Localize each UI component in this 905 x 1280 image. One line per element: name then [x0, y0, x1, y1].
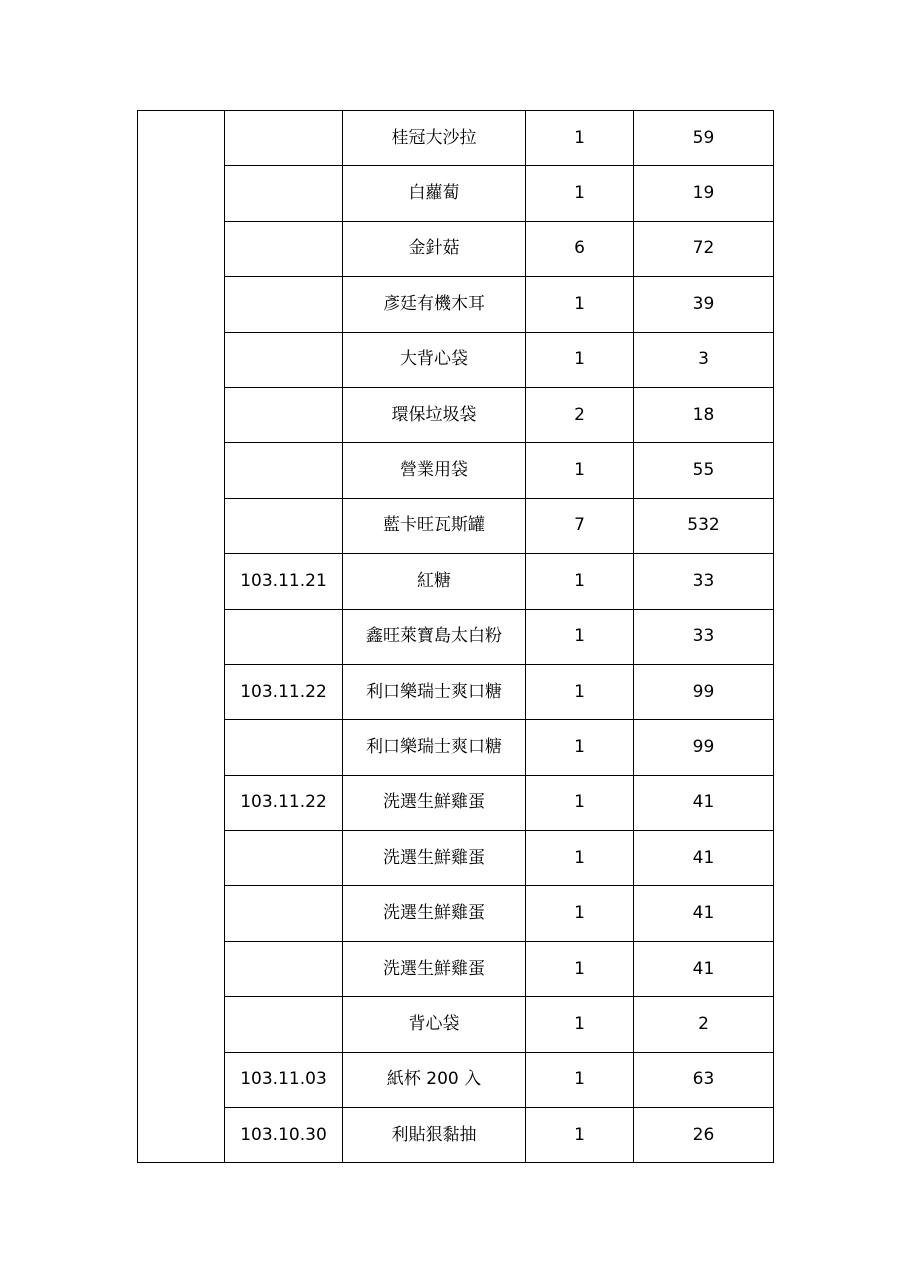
table-row	[138, 941, 774, 996]
quantity-cell: 1	[526, 111, 634, 166]
amount-cell: 72	[634, 221, 774, 276]
table-row	[138, 332, 774, 387]
date-cell: 103.10.30	[225, 1108, 343, 1163]
amount-cell: 99	[634, 664, 774, 719]
quantity-cell: 1	[526, 609, 634, 664]
quantity-cell: 1	[526, 443, 634, 498]
quantity-cell: 7	[526, 498, 634, 553]
item-cell: 利口樂瑞士爽口糖	[343, 664, 526, 719]
date-cell	[225, 886, 343, 941]
table-row	[138, 1052, 774, 1107]
date-cell	[225, 443, 343, 498]
date-cell: 103.11.21	[225, 554, 343, 609]
table-row	[138, 664, 774, 719]
date-cell	[225, 831, 343, 886]
quantity-cell: 1	[526, 831, 634, 886]
item-cell: 利貼狠黏抽	[343, 1108, 526, 1163]
date-cell	[225, 277, 343, 332]
amount-cell: 41	[634, 941, 774, 996]
item-cell: 大背心袋	[343, 332, 526, 387]
amount-cell: 26	[634, 1108, 774, 1163]
date-cell	[225, 332, 343, 387]
amount-cell: 59	[634, 111, 774, 166]
quantity-cell: 1	[526, 1052, 634, 1107]
table-row	[138, 554, 774, 609]
amount-cell: 532	[634, 498, 774, 553]
table-row	[138, 221, 774, 276]
item-cell: 藍卡旺瓦斯罐	[343, 498, 526, 553]
amount-cell: 55	[634, 443, 774, 498]
quantity-cell: 1	[526, 332, 634, 387]
item-cell: 鑫旺萊寶島太白粉	[343, 609, 526, 664]
table-row	[138, 886, 774, 941]
item-cell: 桂冠大沙拉	[343, 111, 526, 166]
quantity-cell: 1	[526, 554, 634, 609]
table-row	[138, 387, 774, 442]
item-cell: 背心袋	[343, 997, 526, 1052]
category-cell	[138, 111, 225, 1163]
amount-cell: 19	[634, 166, 774, 221]
item-cell: 白蘿蔔	[343, 166, 526, 221]
date-cell	[225, 387, 343, 442]
amount-cell: 41	[634, 886, 774, 941]
amount-cell: 33	[634, 554, 774, 609]
table-row	[138, 498, 774, 553]
amount-cell: 41	[634, 775, 774, 830]
amount-cell: 3	[634, 332, 774, 387]
quantity-cell: 1	[526, 166, 634, 221]
item-cell: 洗選生鮮雞蛋	[343, 941, 526, 996]
date-cell	[225, 166, 343, 221]
amount-cell: 63	[634, 1052, 774, 1107]
table-row	[138, 111, 774, 166]
quantity-cell: 1	[526, 941, 634, 996]
date-cell: 103.11.22	[225, 775, 343, 830]
item-cell: 彥廷有機木耳	[343, 277, 526, 332]
amount-cell: 41	[634, 831, 774, 886]
quantity-cell: 1	[526, 775, 634, 830]
amount-cell: 2	[634, 997, 774, 1052]
amount-cell: 99	[634, 720, 774, 775]
table-row	[138, 1108, 774, 1163]
expense-table-body	[138, 111, 774, 1163]
table-row	[138, 443, 774, 498]
table-row	[138, 775, 774, 830]
table-row	[138, 831, 774, 886]
table-row	[138, 166, 774, 221]
item-cell: 洗選生鮮雞蛋	[343, 886, 526, 941]
item-cell: 洗選生鮮雞蛋	[343, 775, 526, 830]
quantity-cell: 1	[526, 997, 634, 1052]
quantity-cell: 1	[526, 277, 634, 332]
quantity-cell: 1	[526, 720, 634, 775]
date-cell: 103.11.22	[225, 664, 343, 719]
date-cell	[225, 498, 343, 553]
item-cell: 洗選生鮮雞蛋	[343, 831, 526, 886]
quantity-cell: 6	[526, 221, 634, 276]
date-cell	[225, 720, 343, 775]
date-cell	[225, 941, 343, 996]
amount-cell: 33	[634, 609, 774, 664]
amount-cell: 39	[634, 277, 774, 332]
table-row	[138, 277, 774, 332]
expense-table	[137, 110, 774, 1163]
item-cell: 紅糖	[343, 554, 526, 609]
date-cell	[225, 111, 343, 166]
table-row	[138, 997, 774, 1052]
item-cell: 金針菇	[343, 221, 526, 276]
date-cell	[225, 997, 343, 1052]
quantity-cell: 2	[526, 387, 634, 442]
table-row	[138, 720, 774, 775]
item-cell: 營業用袋	[343, 443, 526, 498]
date-cell: 103.11.03	[225, 1052, 343, 1107]
item-cell: 環保垃圾袋	[343, 387, 526, 442]
item-cell: 紙杯 200 入	[343, 1052, 526, 1107]
amount-cell: 18	[634, 387, 774, 442]
quantity-cell: 1	[526, 664, 634, 719]
item-cell: 利口樂瑞士爽口糖	[343, 720, 526, 775]
quantity-cell: 1	[526, 886, 634, 941]
table-row	[138, 609, 774, 664]
quantity-cell: 1	[526, 1108, 634, 1163]
date-cell	[225, 609, 343, 664]
date-cell	[225, 221, 343, 276]
